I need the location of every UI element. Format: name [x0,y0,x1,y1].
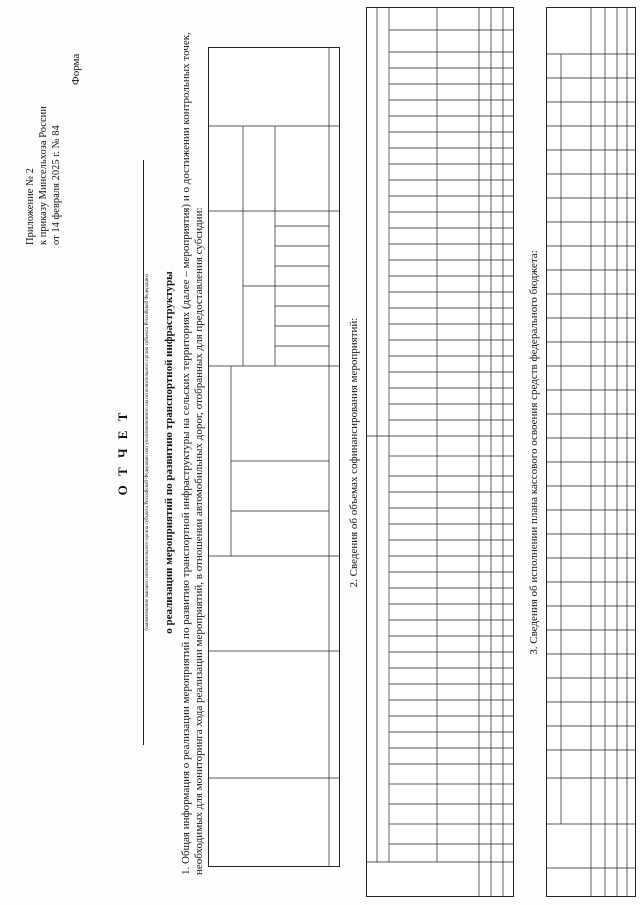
form-label: Форма [70,53,82,85]
appendix-line-3: от 14 февраля 2025 г. № 84 [51,125,62,245]
section-3-title: 3. Сведения об исполнении плана кассового освоения средств федерального бюджета: [528,250,540,655]
document-title: О Т Ч Е Т [115,409,130,496]
table-general-info-grid [209,48,339,866]
table-cofinancing [366,7,514,897]
appendix-line-1: Приложение № 2 [25,168,36,245]
authority-caption: (наименование высшего исполнительного органа субъекта Российской Федерации или уполномоченного им исполнительного органа субъекта Российской Федерации) [143,160,150,745]
table-general-info [208,47,340,867]
appendix-line-2: к приказу Минсельхоза России [38,106,49,245]
appendix-reference [24,30,63,245]
table-cofinancing-grid [367,8,513,896]
table-cash-execution-grid [547,8,635,896]
document-subtitle: о реализации мероприятий по развитию транспортной инфраструктуры [163,271,175,634]
table-cash-execution [546,7,636,897]
section-1-title: 1. Общая информация о реализации мероприятий по развитию транспортной инфраструктуры на сельских территориях (далее – мероприятия) и о достижении контрольных точек, необходимых для мониторинга хода реализации мероприятий, в отношении автомобильных дорог, отобранных для предоставления субсидии: [180,32,205,875]
section-2-title: 2. Сведения об объемах софинансирования мероприятий: [348,317,360,588]
